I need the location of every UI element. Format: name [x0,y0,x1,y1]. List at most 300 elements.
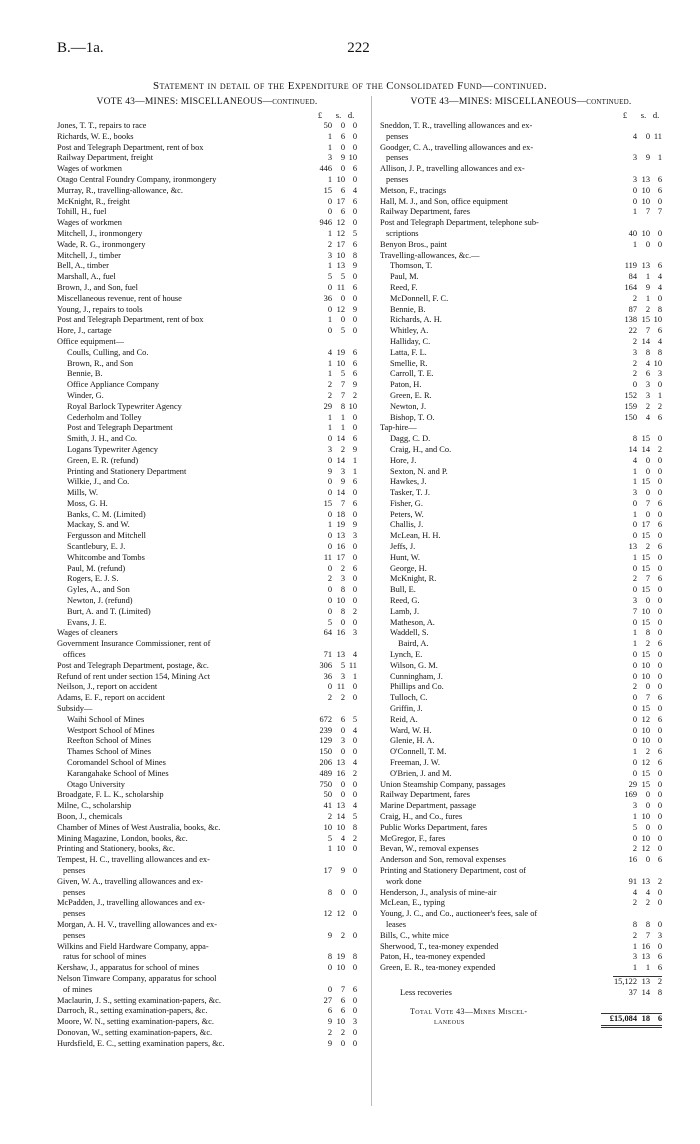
ledger-row-label: Richards, A. H. [390,315,442,325]
ledger-row [380,423,662,434]
ledger-row-amount [613,769,662,780]
amount-shillings: 10 [336,250,345,260]
amount-pence: 6 [657,542,662,552]
amount-shillings: 10 [641,833,650,843]
ledger-row-label: scriptions [386,228,419,238]
ledger-row-label: Brown, R., and Son [67,358,134,368]
amount-pence: 0 [657,844,662,854]
amount-shillings: 0 [340,887,345,897]
amount-shillings: 10 [336,822,345,832]
ledger-row-amount [308,650,357,661]
ledger-row-label: Reed, F. [390,282,418,292]
amount-pence: 1 [352,455,357,465]
amount-pence: 2 [352,606,357,616]
ledger-row-label: Karangahake School of Mines [67,768,169,778]
amount-pence: 0 [352,887,357,897]
ledger-row [380,391,662,402]
amount-pence: 6 [352,347,357,357]
ledger-row-label: Phillips and Co. [390,682,444,692]
amount-pence: 0 [352,509,357,519]
ledger-row-label: Chamber of Mines of West Australia, books, &c. [57,822,221,832]
amount-pounds: 1 [327,261,332,271]
amount-pence: 0 [352,326,357,336]
amount-shillings: 16 [336,542,345,552]
shillings-header: s. [640,110,647,120]
amount-pence: 10 [348,153,357,163]
amount-pence: 3 [352,531,357,541]
ledger-row-amount [308,272,357,283]
ledger-row [380,780,662,791]
ledger-row-label: offices [63,650,86,660]
amount-pence: 0 [352,121,357,130]
amount-pence: 0 [352,142,357,152]
ledger-row-label: McLean, E., typing [380,898,445,908]
amount-shillings: 9 [645,153,650,163]
amount-pounds: 0 [327,531,332,541]
amount-pence: 3 [352,1017,357,1027]
amount-pounds: 91 [628,876,637,886]
ledger-row-label: penses [63,909,86,919]
amount-pence: 0 [352,736,357,746]
ledger-row-amount [613,531,662,542]
amount-pounds: 2 [632,844,637,854]
ledger-row [57,661,357,672]
ledger-row [380,272,662,283]
amount-pounds: 9 [327,466,332,476]
amount-pence: 6 [657,174,662,184]
ledger-row-label: Donovan, W., setting examination-papers, &c. [57,1027,213,1037]
ledger-row-label: Office Appliance Company [67,380,159,390]
amount-pounds: 0 [327,326,332,336]
amount-pounds: 10 [323,822,332,832]
ledger-row-label: Bull, E. [390,585,416,595]
amount-pence: 0 [657,466,662,476]
amount-pence: 0 [657,196,662,206]
ledger-row-amount [308,348,357,359]
amount-pounds: 1 [327,358,332,368]
ledger-row-label: Evans, J. E. [67,617,107,627]
ledger-row-amount [308,553,357,564]
ledger-row-label: Waddell, S. [390,628,429,638]
ledger-row [57,488,357,499]
ledger-row-amount [308,726,357,737]
amount-pence: 6 [657,639,662,649]
ledger-row-amount [308,682,357,693]
ledger-row-amount [308,197,357,208]
amount-pounds: 41 [323,801,332,811]
ledger-row-amount [613,823,662,834]
ledger-row [380,672,662,683]
ledger-row-amount [613,261,662,272]
ledger-row [57,834,357,845]
ledger-row-amount [613,348,662,359]
ledger-row-label: Paul, M. [390,272,419,282]
amount-shillings: 7 [645,574,650,584]
ledger-row-amount [613,326,662,337]
amount-shillings: 10 [641,660,650,670]
amount-pounds: 8 [327,952,332,962]
amount-pounds: 5 [327,833,332,843]
ledger-row-label: Hunt, W. [390,552,421,562]
amount-shillings: 0 [340,725,345,735]
ledger-row-amount [613,553,662,564]
ledger-row-label: Allison, J. P., travelling allowances and ex- [380,164,525,174]
amount-pence: 2 [657,876,662,886]
amount-pounds: 1 [327,412,332,422]
amount-pounds: 8 [327,887,332,897]
ledger-row-amount [613,510,662,521]
amount-pence: 0 [657,725,662,735]
ledger-row [57,736,357,747]
amount-pence: 8 [657,987,662,997]
amount-pounds: 0 [632,833,637,843]
ledger-row-label: Newton, J. [390,401,427,411]
amount-pence: 0 [657,660,662,670]
ledger-row-label: Lamb, J. [390,606,420,616]
ledger-row [380,445,662,456]
ledger-row-label: Logans Typewriter Agency [67,444,158,454]
ledger-row-amount [613,650,662,661]
amount-pence: 0 [352,596,357,606]
amount-pence: 9 [352,444,357,454]
amount-pounds: 164 [624,282,637,292]
amount-pence: 6 [352,369,357,379]
amount-pounds: 1 [327,423,332,433]
ledger-row [57,294,357,305]
total-vote-label [380,1007,601,1029]
ledger-row [380,132,662,143]
ledger-row [380,359,662,370]
ledger-row [57,261,357,272]
ledger-row-amount [308,121,357,132]
amount-pence: 6 [352,196,357,206]
amount-pence: 0 [352,315,357,325]
ledger-row-label: Fisher, G. [390,498,423,508]
ledger-row-amount [308,477,357,488]
amount-shillings: 10 [641,228,650,238]
less-recoveries-label: Less recoveries [400,987,452,997]
ledger-row-label: Post and Telegraph Department, postage, &c. [57,660,209,670]
amount-pounds: 2 [632,898,637,908]
ledger-row [57,596,357,607]
ledger-row-label: Henderson, J., analysis of mine-air [380,887,497,897]
ledger-row [57,747,357,758]
amount-pounds: 29 [628,779,637,789]
amount-pence: 6 [352,358,357,368]
amount-shillings: 17 [336,196,345,206]
ledger-row-amount [613,726,662,737]
amount-shillings: 13 [336,261,345,271]
ledger-row [57,531,357,542]
amount-pence: 6 [657,855,662,865]
ledger-row-amount [613,467,662,478]
pence-header: d. [347,110,355,120]
ledger-row-label: Waihi School of Mines [67,714,145,724]
ledger-row-label: Marine Department, passage [380,801,477,811]
ledger-row [380,920,662,931]
ledger-row [380,477,662,488]
amount-shillings: 19 [336,952,345,962]
ledger-row-amount [308,164,357,175]
amount-shillings: 12 [641,758,650,768]
amount-shillings: 7 [645,693,650,703]
amount-pence: 6 [657,185,662,195]
ledger-row-label: Marshall, A., fuel [57,272,116,282]
ledger-row-amount [308,240,357,251]
ledger-row-amount [308,952,357,963]
amount-pence: 0 [352,682,357,692]
ledger-row-amount [308,769,357,780]
ledger-row [57,542,357,553]
ledger-row-label: of mines [63,984,93,994]
amount-pounds: 152 [624,390,637,400]
ledger-row-amount [308,542,357,553]
less-recoveries-row [380,988,662,999]
ledger-row-label: Bennie, B. [390,304,426,314]
ledger-row [380,153,662,164]
ledger-row-label: Halliday, C. [390,336,431,346]
ledger-row-label: penses [386,153,409,163]
ledger-row-amount [308,1039,357,1050]
amount-pounds: 0 [327,304,332,314]
ledger-row [57,996,357,1007]
ledger-row-amount [308,618,357,629]
amount-pence: 0 [657,898,662,908]
amount-pounds: 0 [327,984,332,994]
ledger-row-label: Anderson and Son, removal expenses [380,855,506,865]
ledger-row-label: Kershaw, J., apparatus for school of mines [57,963,200,973]
ledger-row [380,294,662,305]
amount-pounds: 15,122 [613,976,637,986]
amount-pence: 0 [352,585,357,595]
ledger-row [380,413,662,424]
ledger-row-label: Thames School of Mines [67,747,151,757]
ledger-row-amount [308,186,357,197]
ledger-row [57,510,357,521]
ledger-row [57,790,357,801]
ledger-row [380,596,662,607]
ledger-row [57,477,357,488]
amount-shillings: 8 [645,919,650,929]
ledger-row-amount [308,607,357,618]
total-label-line-2: laneous [434,1017,465,1027]
ledger-row [57,499,357,510]
ledger-row [57,898,357,909]
ledger-row [380,715,662,726]
ledger-row [57,844,357,855]
ledger-row-amount [613,520,662,531]
ledger-row [380,693,662,704]
ledger-row [380,229,662,240]
ledger-row-amount [308,693,357,704]
amount-pence: 0 [352,542,357,552]
ledger-row-label: Hawkes, J. [390,477,427,487]
ledger-row-label: Paton, H., tea-money expended [380,952,486,962]
ledger-row-label: Nelson Tinware Company, apparatus for school [57,973,217,983]
ledger-row [380,726,662,737]
ledger-row [57,369,357,380]
amount-pounds: 0 [632,704,637,714]
amount-pence: 9 [352,304,357,314]
ledger-row [57,650,357,661]
amount-pence: 2 [352,390,357,400]
amount-pounds: 1 [632,963,637,973]
ledger-row-amount [613,359,662,370]
amount-shillings: 2 [340,693,345,703]
amount-pounds: 1 [632,552,637,562]
ledger-row-label: Travelling-allowances, &c.— [380,250,480,260]
ledger-row-label: Moore, W. N., setting examination-papers, &c. [57,1017,214,1027]
ledger-row [380,456,662,467]
amount-pounds: 0 [327,596,332,606]
column-divider [371,96,372,1106]
amount-shillings: 8 [645,347,650,357]
ledger-row-label: Wilson, G. M. [390,660,438,670]
amount-pounds: 5 [327,272,332,282]
amount-shillings: 12 [641,844,650,854]
amount-pence: 6 [352,434,357,444]
amount-shillings: 6 [340,131,345,141]
ledger-row-label: Fergusson and Mitchell [67,531,146,541]
amount-pounds: 0 [327,207,332,217]
amount-pounds: 3 [632,174,637,184]
ledger-row-amount [308,369,357,380]
amount-pence: 6 [657,758,662,768]
ledger-row [380,801,662,812]
ledger-row-amount [308,510,357,521]
amount-shillings: 14 [641,336,650,346]
ledger-row-label: Wade, R. G., ironmongery [57,239,146,249]
page-number: 222 [347,40,370,56]
amount-shillings: 1 [340,412,345,422]
amount-pence: 0 [657,790,662,800]
ledger-row [380,898,662,909]
amount-pence: 0 [657,596,662,606]
ledger-row [380,888,662,899]
amount-pence: 0 [352,790,357,800]
amount-pounds: 3 [632,488,637,498]
ledger-row-label: Cederholm and Tolley [67,412,142,422]
ledger-row [380,952,662,963]
amount-pence: 1 [657,153,662,163]
ledger-row-label: Bell, A., timber [57,261,109,271]
amount-pence: 0 [352,779,357,789]
amount-pence: 11 [348,660,357,670]
amount-pence: 0 [657,434,662,444]
amount-pounds: 3 [632,801,637,811]
amount-pounds: 129 [319,736,332,746]
amount-pence: 0 [657,833,662,843]
amount-pounds: 0 [632,196,637,206]
amount-shillings: 16 [336,628,345,638]
amount-shillings: 12 [336,909,345,919]
amount-pounds: 1 [632,639,637,649]
ledger-row-amount [308,844,357,855]
ledger-row-amount [613,585,662,596]
amount-pence: 6 [657,714,662,724]
amount-shillings: 2 [645,542,650,552]
amount-shillings: 5 [340,272,345,282]
ledger-row [380,758,662,769]
ledger-row-label: Otago Central Foundry Company, ironmongery [57,174,217,184]
amount-shillings: 0 [645,466,650,476]
ledger-row-amount [613,197,662,208]
amount-pounds: 672 [319,714,332,724]
amount-pence: 0 [352,423,357,433]
ledger-row [380,553,662,564]
amount-shillings: 17 [641,520,650,530]
ledger-row-label: Printing and Stationery, books, &c. [57,844,175,854]
ledger-row-label: Railway Department, fares [380,790,470,800]
amount-pounds: 3 [327,153,332,163]
ledger-row-amount [613,834,662,845]
ledger-row-label: Mackay, S. and W. [67,520,130,530]
ledger-row-label: Maclaurin, J. S., setting examination-papers, &c. [57,995,221,1005]
amount-pounds: 27 [323,995,332,1005]
amount-shillings: 2 [340,563,345,573]
ledger-row-label: penses [386,131,409,141]
ledger-row [57,272,357,283]
amount-shillings: 13 [641,174,650,184]
amount-pounds: 2 [632,293,637,303]
amount-shillings: 2 [340,930,345,940]
amount-shillings: 10 [336,963,345,973]
ledger-row-label: Burt, A. and T. (Limited) [67,606,151,616]
amount-shillings: 8 [645,628,650,638]
amount-pence: 6 [352,563,357,573]
ledger-row-label: Given, W. A., travelling allowances and ex- [57,876,204,886]
amount-shillings: 14 [641,987,650,997]
ledger-row [380,337,662,348]
amount-shillings: 1 [645,272,650,282]
ledger-row-amount [613,618,662,629]
ledger-row [380,855,662,866]
ledger-row-label: Wages of workmen [57,218,122,228]
ledger-row [380,499,662,510]
ledger-row-amount [613,391,662,402]
amount-pounds: 40 [628,228,637,238]
amount-pounds: 446 [319,164,332,174]
amount-pounds: 2 [632,574,637,584]
amount-pounds: 84 [628,272,637,282]
amount-pence: 0 [352,574,357,584]
amount-pence: 0 [352,218,357,228]
ledger-row-amount [613,315,662,326]
amount-pounds: 11 [323,552,332,562]
amount-pence: 0 [657,812,662,821]
ledger-row [380,909,662,920]
amount-pounds: 0 [632,714,637,724]
ledger-row-label: Bills, C., white mice [380,930,449,940]
amount-pence: 1 [657,390,662,400]
ledger-row-amount [613,780,662,791]
ledger-row-amount [613,445,662,456]
ledger-row-amount [308,445,357,456]
amount-pence: 6 [657,963,662,973]
subtotal-row [380,976,662,988]
ledger-row-label: Moss, G. H. [67,498,108,508]
ledger-row-amount [613,564,662,575]
ledger-row [380,877,662,888]
amount-pence: 0 [657,455,662,465]
amount-shillings: 2 [645,898,650,908]
amount-pence: 8 [657,304,662,314]
amount-pence: 6 [352,239,357,249]
amount-pence: 6 [352,477,357,487]
ledger-row [57,240,357,251]
amount-shillings: 15 [641,617,650,627]
ledger-row-amount [308,283,357,294]
